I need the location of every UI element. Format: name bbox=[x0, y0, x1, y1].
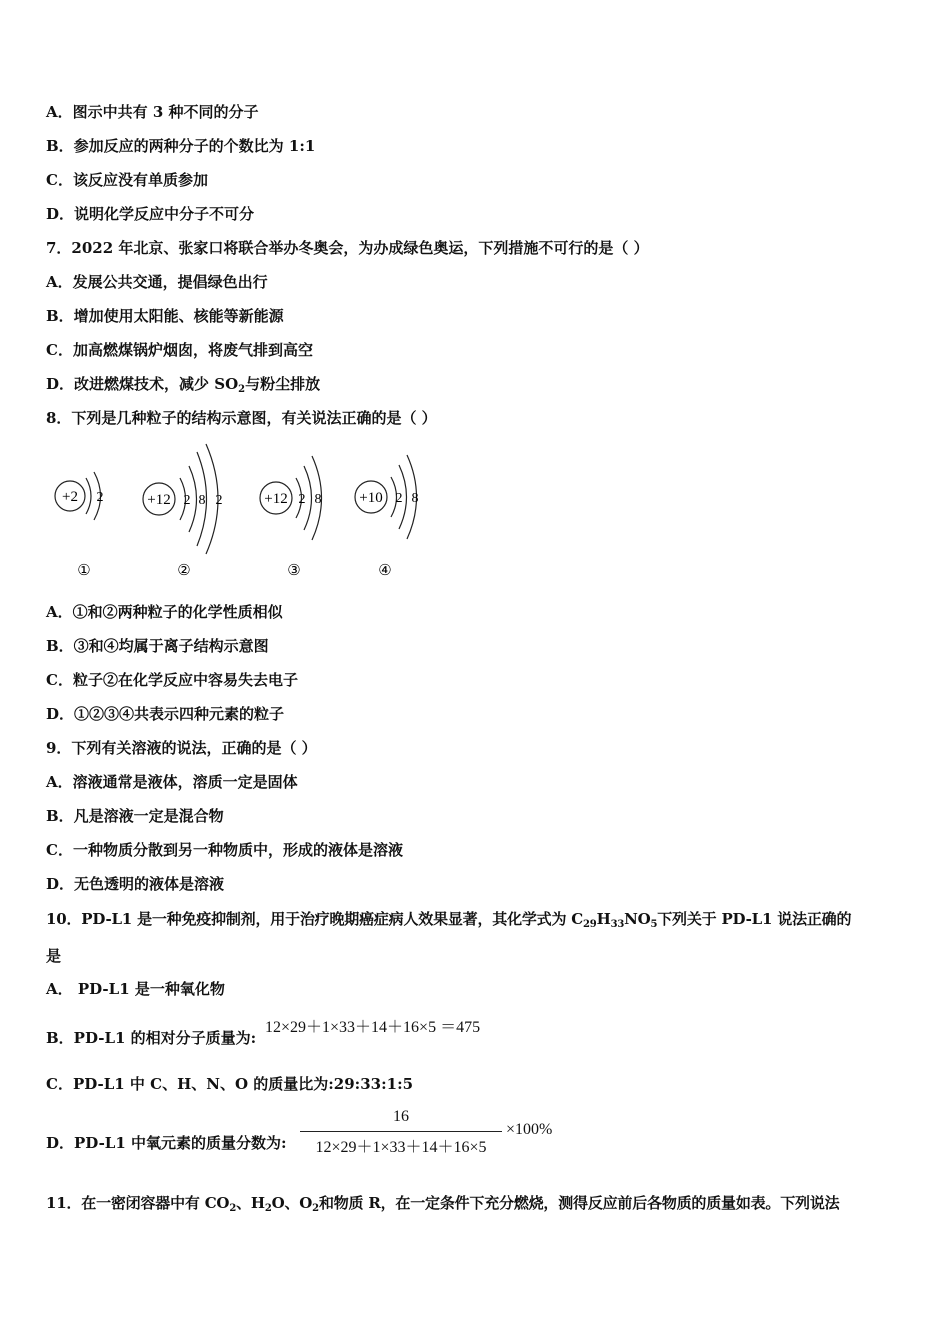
particle-1-shell-1: 2 bbox=[96, 490, 104, 505]
particle-4-label: ④ bbox=[378, 563, 392, 579]
q10-option-a: A． PD-L1 是一种氧化物 bbox=[46, 980, 225, 998]
q9-stem: 9．下列有关溶液的说法，正确的是（ ） bbox=[46, 739, 317, 757]
q10-option-d-fraction-bar bbox=[300, 1131, 502, 1132]
particle-3-label: ③ bbox=[287, 563, 301, 579]
q6-option-c: C．该反应没有单质参加 bbox=[46, 171, 208, 189]
q11-stem: 11．在一密闭容器中有 $CO_2$、$H_2O$、$O_2$和物质 R，在一定条件下充分燃烧，测得反应前后各物质的质量如表。下列说法 bbox=[46, 1194, 840, 1214]
q10-option-c: C．PD-L1 中 C、H、N、O 的质量比为:29:33:1:5 bbox=[46, 1075, 414, 1093]
particle-4 bbox=[355, 455, 419, 579]
q10-stem: 10．PD-L1 是一种免疫抑制剂，用于治疗晚期癌症病人效果显著，其化学式为 $C_{29}H_{33}NO_5$下列关于 PD-L1 说法正确的 bbox=[46, 910, 852, 930]
q10-option-d-numerator: 16 bbox=[393, 1108, 409, 1125]
particle-2-shell-2: 8 bbox=[198, 493, 206, 508]
q9-option-a: A．溶液通常是液体，溶质一定是固体 bbox=[46, 773, 298, 791]
q10-option-b: B．PD-L1 的相对分子质量为: bbox=[46, 1029, 257, 1047]
q9-option-d: D．无色透明的液体是溶液 bbox=[46, 875, 225, 893]
q10-option-d: D．PD-L1 中氧元素的质量分数为: bbox=[46, 1134, 287, 1152]
q10-option-d-percent: ×100% bbox=[506, 1121, 553, 1138]
particle-1 bbox=[55, 472, 104, 579]
q6-option-b: B．参加反应的两种分子的个数比为 1:1 bbox=[46, 137, 316, 155]
q6-option-d: D．说明化学反应中分子不可分 bbox=[46, 205, 255, 223]
q8-option-a: A．①和②两种粒子的化学性质相似 bbox=[46, 603, 283, 621]
q10-stem-continued: 是 bbox=[46, 947, 62, 965]
q7-stem: 7．2022 年北京、张家口将联合举办冬奥会，为办成绿色奥运，下列措施不可行的是（ ） bbox=[46, 239, 649, 257]
q8-option-d: D．①②③④共表示四种元素的粒子 bbox=[46, 705, 285, 723]
particle-2-shell-1: 2 bbox=[183, 493, 191, 508]
q7-option-b: B．增加使用太阳能、核能等新能源 bbox=[46, 307, 284, 325]
q9-option-b: B．凡是溶液一定是混合物 bbox=[46, 807, 224, 825]
particle-3 bbox=[260, 456, 322, 579]
q8-option-b: B．③和④均属于离子结构示意图 bbox=[46, 637, 269, 655]
particle-3-nucleus: +12 bbox=[264, 491, 288, 507]
particle-2-label: ② bbox=[177, 563, 191, 579]
particle-1-nucleus: +2 bbox=[62, 489, 78, 505]
q8-stem: 8．下列是几种粒子的结构示意图，有关说法正确的是（ ） bbox=[46, 409, 437, 427]
q6-option-a: A．图示中共有 3 种不同的分子 bbox=[46, 103, 259, 121]
q7-option-a: A．发展公共交通，提倡绿色出行 bbox=[46, 273, 268, 291]
particle-4-nucleus: +10 bbox=[359, 490, 383, 506]
particle-3-shell-2: 8 bbox=[314, 492, 322, 507]
q9-option-c: C．一种物质分散到另一种物质中，形成的液体是溶液 bbox=[46, 841, 403, 859]
q8-option-c: C．粒子②在化学反应中容易失去电子 bbox=[46, 671, 298, 689]
particle-2-nucleus: +12 bbox=[147, 492, 171, 508]
particle-4-shell-2: 8 bbox=[411, 491, 419, 506]
q7-option-c: C．加高燃煤锅炉烟囱，将废气排到高空 bbox=[46, 341, 313, 359]
q10-option-d-denominator: 12×29＋1×33＋14＋16×5 bbox=[315, 1139, 487, 1156]
q10-option-b-formula: 12×29＋1×33＋14＋16×5 ＝475 bbox=[265, 1019, 481, 1036]
particle-1-label: ① bbox=[77, 563, 91, 579]
particle-2-shell-3: 2 bbox=[215, 493, 223, 508]
particle-3-shell-1: 2 bbox=[298, 492, 306, 507]
particle-structure-diagrams bbox=[46, 440, 446, 590]
particle-2 bbox=[143, 444, 223, 579]
q7-option-d: D．改进燃煤技术，减少 $SO_2$与粉尘排放 bbox=[46, 375, 321, 395]
particle-4-shell-1: 2 bbox=[395, 491, 403, 506]
